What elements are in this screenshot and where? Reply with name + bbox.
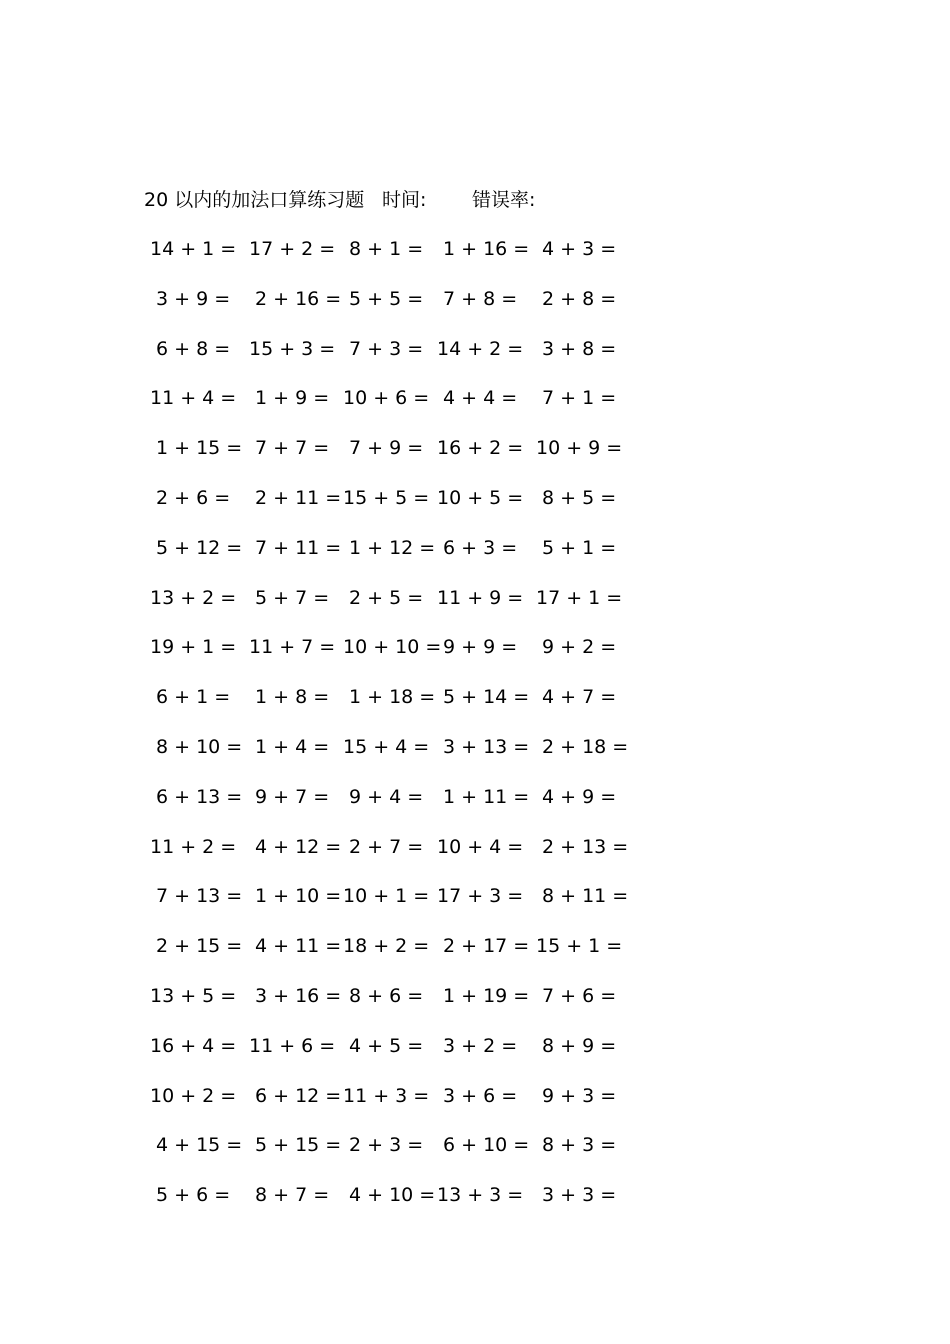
problem-1: 5 + 6 = (156, 1184, 231, 1207)
problem-5: 10 + 9 = (536, 437, 623, 460)
problem-4: 5 + 14 = (443, 686, 530, 709)
problem-5: 3 + 3 = (542, 1184, 617, 1207)
problem-row (0, 334, 950, 364)
problem-5: 8 + 5 = (542, 487, 617, 509)
problem-4: 3 + 6 = (443, 1084, 518, 1107)
problem-4: 14 + 2 = (437, 337, 524, 360)
problem-1: 6 + 8 = (156, 337, 231, 360)
problem-row (0, 433, 950, 463)
problem-4: 6 + 10 = (443, 1134, 530, 1157)
problem-row (0, 682, 950, 712)
problem-row (0, 732, 950, 762)
problem-2: 9 + 7 = (255, 785, 330, 808)
error-rate-label: 错误率: (472, 189, 536, 211)
problem-4: 3 + 2 = (443, 1034, 518, 1057)
problem-row (0, 782, 950, 812)
problem-1: 1 + 15 = (156, 437, 243, 460)
problem-3: 9 + 4 = (349, 785, 424, 808)
problem-5: 4 + 7 = (542, 686, 617, 709)
problem-1: 11 + 2 = (150, 835, 237, 858)
problem-2: 4 + 12 = (255, 835, 342, 858)
problem-4: 1 + 19 = (443, 985, 530, 1007)
problem-4: 3 + 13 = (443, 736, 530, 758)
problem-3: 10 + 1 = (343, 885, 430, 908)
problem-2: 1 + 9 = (255, 387, 330, 410)
problem-2: 2 + 11 = (255, 487, 342, 509)
problem-3: 10 + 10 = (343, 636, 442, 659)
problem-5: 8 + 3 = (542, 1134, 617, 1157)
problem-2: 1 + 10 = (255, 885, 342, 908)
problem-5: 9 + 3 = (542, 1084, 617, 1107)
problem-4: 4 + 4 = (443, 387, 518, 410)
problem-3: 15 + 4 = (343, 736, 430, 758)
time-label: 时间: (382, 189, 427, 211)
problem-5: 4 + 9 = (542, 785, 617, 808)
problem-2: 6 + 12 = (255, 1084, 342, 1107)
problem-1: 7 + 13 = (156, 885, 243, 908)
problem-row (0, 1031, 950, 1061)
problem-3: 10 + 6 = (343, 387, 430, 410)
problem-3: 2 + 3 = (349, 1134, 424, 1157)
problem-4: 1 + 11 = (443, 785, 530, 808)
problem-3: 4 + 5 = (349, 1034, 424, 1057)
problem-1: 4 + 15 = (156, 1134, 243, 1157)
problem-3: 7 + 3 = (349, 337, 424, 360)
problem-3: 8 + 6 = (349, 985, 424, 1007)
problem-5: 8 + 9 = (542, 1034, 617, 1057)
problem-row (0, 533, 950, 563)
problem-1: 16 + 4 = (150, 1034, 237, 1057)
problem-1: 14 + 1 = (150, 238, 237, 260)
problem-4: 1 + 16 = (443, 238, 530, 260)
problem-2: 7 + 11 = (255, 536, 342, 559)
problem-row (0, 881, 950, 911)
problem-4: 10 + 5 = (437, 487, 524, 509)
problem-4: 17 + 3 = (437, 885, 524, 908)
problem-2: 3 + 16 = (255, 985, 342, 1007)
problem-2: 8 + 7 = (255, 1184, 330, 1207)
problem-5: 7 + 6 = (542, 985, 617, 1007)
problem-4: 9 + 9 = (443, 636, 518, 659)
problem-4: 2 + 17 = (443, 935, 530, 958)
problem-2: 7 + 7 = (255, 437, 330, 460)
problem-1: 6 + 1 = (156, 686, 231, 709)
problem-2: 4 + 11 = (255, 935, 342, 958)
problem-1: 11 + 4 = (150, 387, 237, 410)
problem-row (0, 832, 950, 862)
worksheet-title: 20 以内的加法口算练习题 (144, 189, 365, 211)
problem-row (0, 632, 950, 662)
problem-1: 10 + 2 = (150, 1084, 237, 1107)
problem-2: 1 + 4 = (255, 736, 330, 758)
problem-5: 2 + 18 = (542, 736, 629, 758)
problem-2: 15 + 3 = (249, 337, 336, 360)
problem-4: 13 + 3 = (437, 1184, 524, 1207)
problem-1: 8 + 10 = (156, 736, 243, 758)
problem-1: 6 + 13 = (156, 785, 243, 808)
problem-3: 11 + 3 = (343, 1084, 430, 1107)
problem-row (0, 284, 950, 314)
problem-5: 5 + 1 = (542, 536, 617, 559)
problem-3: 18 + 2 = (343, 935, 430, 958)
problem-1: 2 + 6 = (156, 487, 231, 509)
problem-2: 5 + 7 = (255, 586, 330, 609)
problem-row (0, 483, 950, 513)
problem-1: 2 + 15 = (156, 935, 243, 958)
problem-3: 4 + 10 = (349, 1184, 436, 1207)
problem-1: 13 + 2 = (150, 586, 237, 609)
problem-5: 15 + 1 = (536, 935, 623, 958)
problem-1: 3 + 9 = (156, 287, 231, 310)
problem-5: 2 + 13 = (542, 835, 629, 858)
problem-row (0, 234, 950, 264)
problem-3: 2 + 5 = (349, 586, 424, 609)
problem-2: 11 + 7 = (249, 636, 336, 659)
problem-2: 17 + 2 = (249, 238, 336, 260)
problem-5: 8 + 11 = (542, 885, 629, 908)
problem-3: 1 + 12 = (349, 536, 436, 559)
problem-row (0, 1130, 950, 1160)
problem-3: 2 + 7 = (349, 835, 424, 858)
problem-row (0, 383, 950, 413)
problem-4: 11 + 9 = (437, 586, 524, 609)
problem-2: 2 + 16 = (255, 287, 342, 310)
problem-5: 4 + 3 = (542, 238, 617, 260)
problem-5: 3 + 8 = (542, 337, 617, 360)
problem-5: 17 + 1 = (536, 586, 623, 609)
problem-5: 2 + 8 = (542, 287, 617, 310)
problem-row (0, 1180, 950, 1210)
problem-1: 19 + 1 = (150, 636, 237, 659)
problem-row (0, 931, 950, 961)
problem-5: 7 + 1 = (542, 387, 617, 410)
problem-3: 15 + 5 = (343, 487, 430, 509)
problem-3: 7 + 9 = (349, 437, 424, 460)
problem-3: 8 + 1 = (349, 238, 424, 260)
problem-3: 5 + 5 = (349, 287, 424, 310)
problem-4: 7 + 8 = (443, 287, 518, 310)
problem-4: 16 + 2 = (437, 437, 524, 460)
problem-row (0, 583, 950, 613)
problem-2: 1 + 8 = (255, 686, 330, 709)
problem-3: 1 + 18 = (349, 686, 436, 709)
problem-4: 10 + 4 = (437, 835, 524, 858)
problem-row (0, 1081, 950, 1111)
problem-row (0, 981, 950, 1011)
problem-2: 5 + 15 = (255, 1134, 342, 1157)
problem-5: 9 + 2 = (542, 636, 617, 659)
problem-4: 6 + 3 = (443, 536, 518, 559)
problem-1: 13 + 5 = (150, 985, 237, 1007)
problem-1: 5 + 12 = (156, 536, 243, 559)
problem-2: 11 + 6 = (249, 1034, 336, 1057)
